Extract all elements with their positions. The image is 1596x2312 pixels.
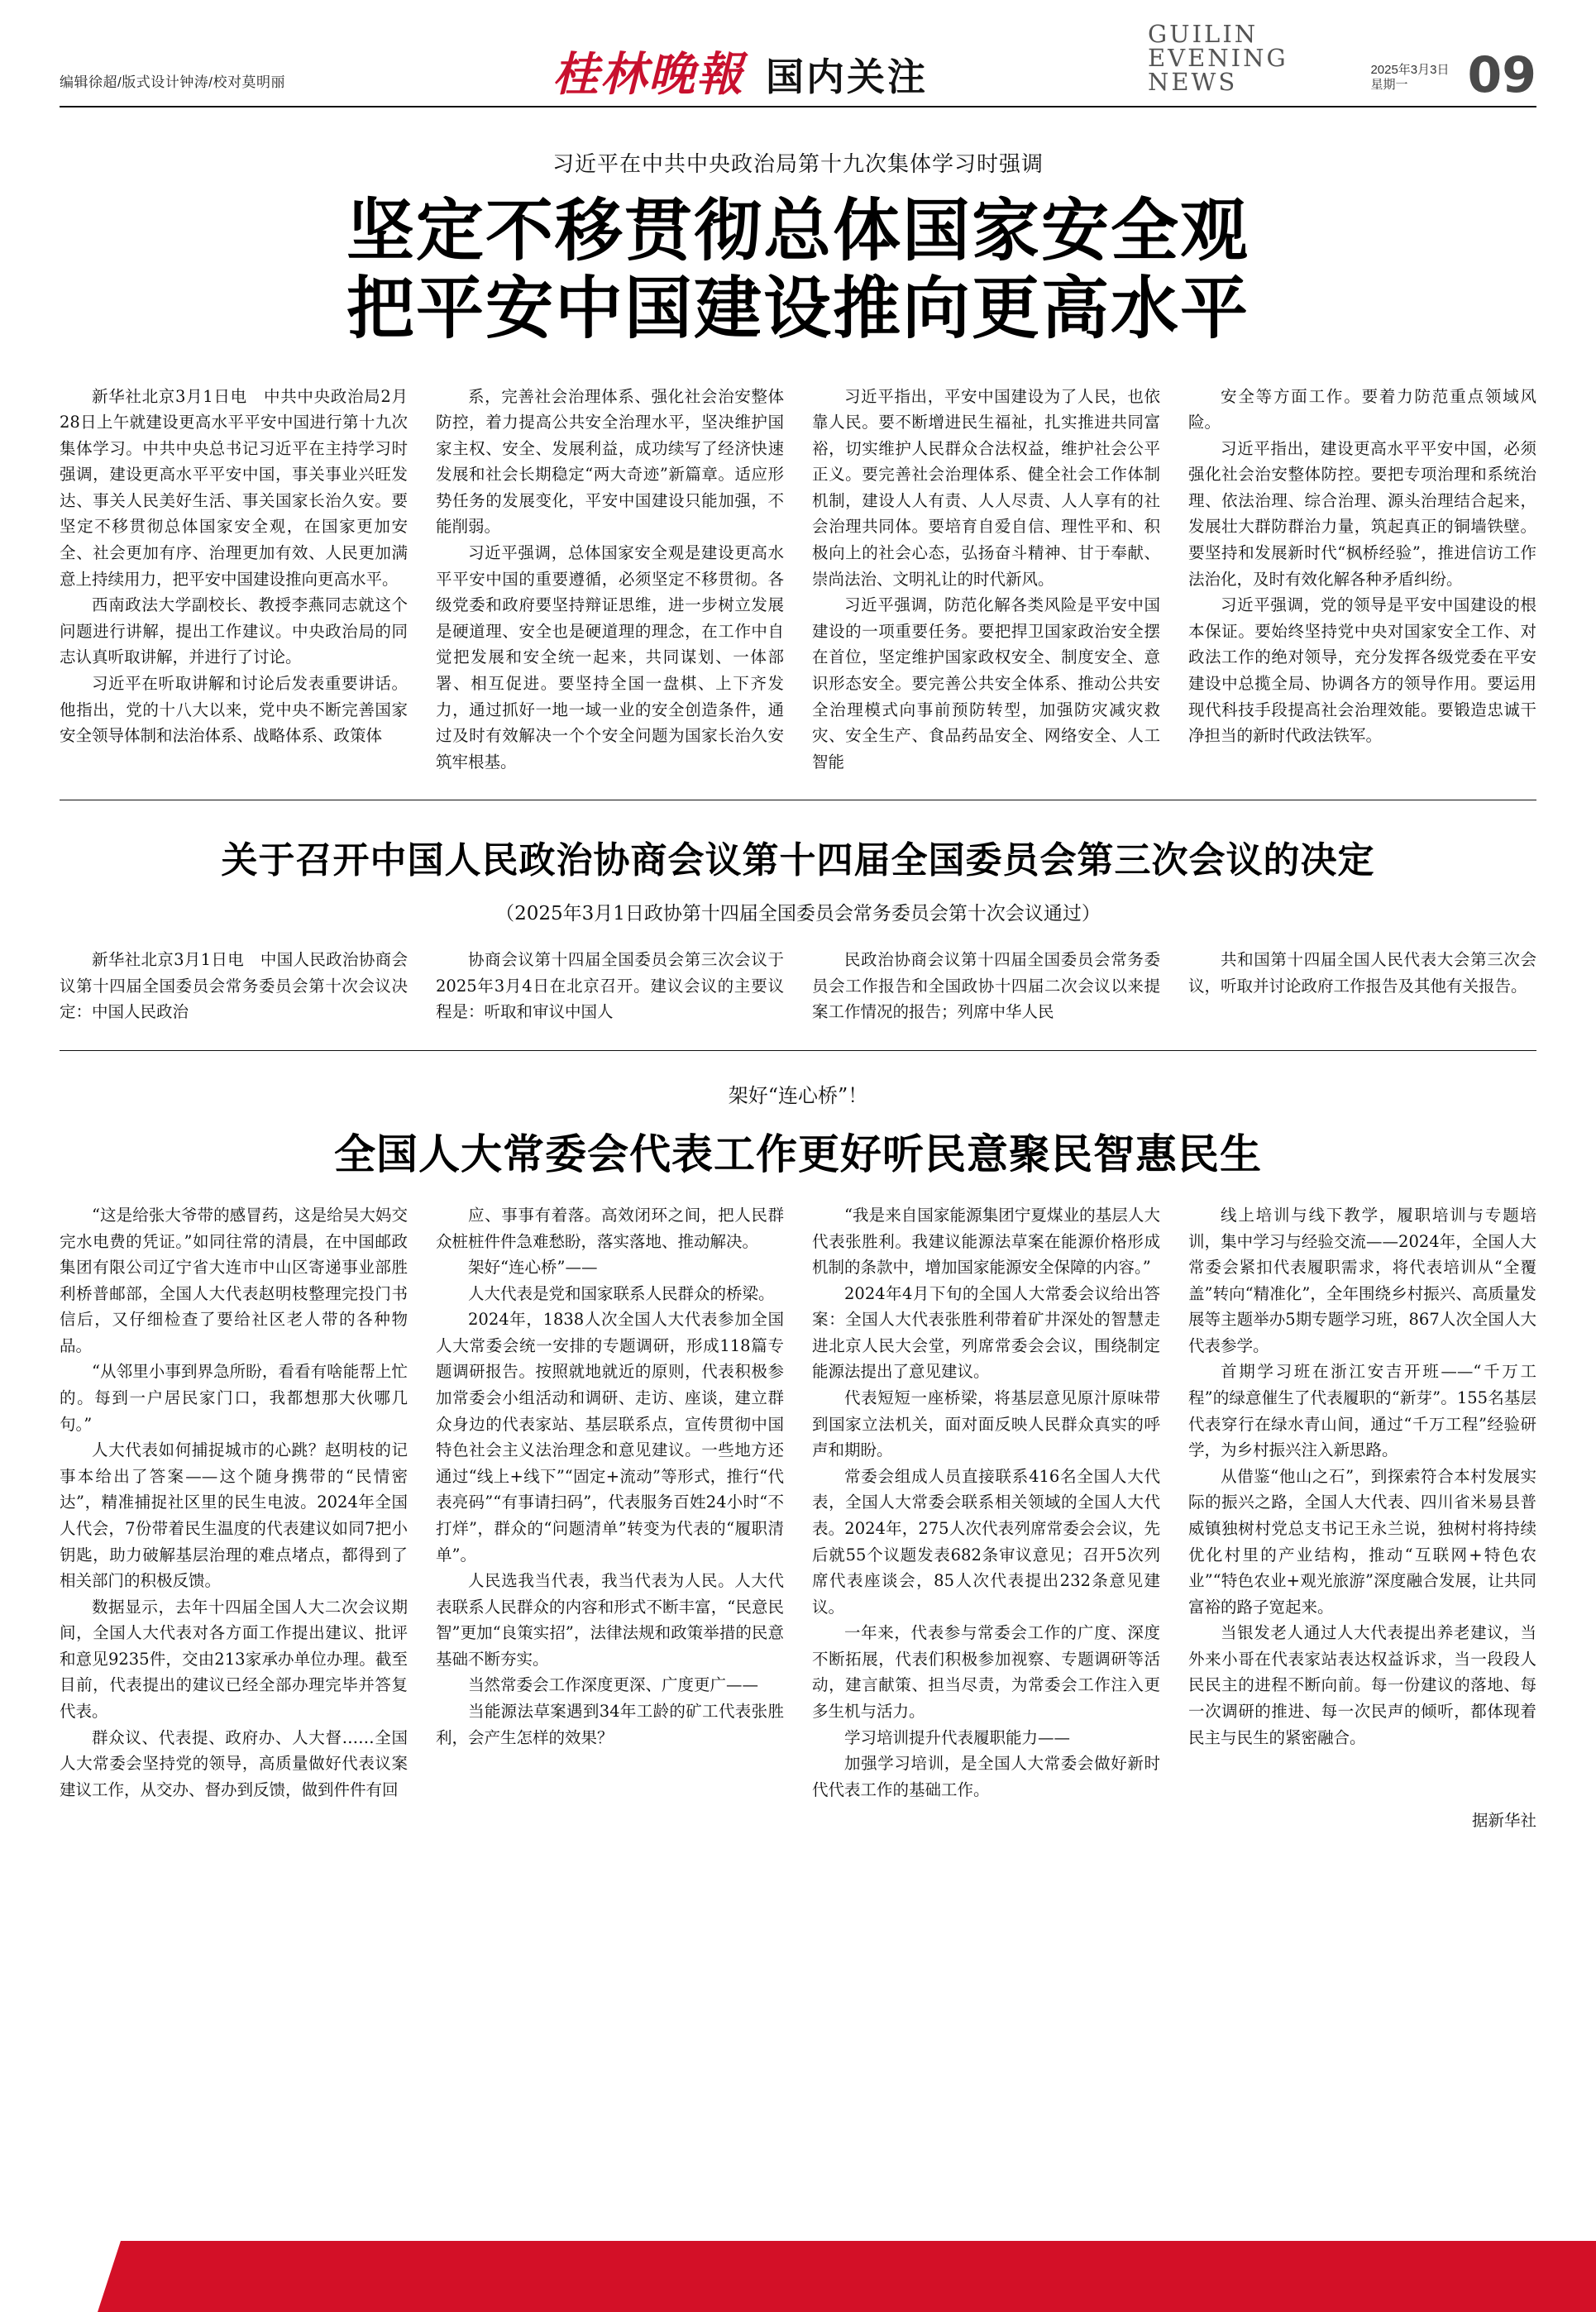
- issue-date: 2025年3月3日: [1370, 63, 1450, 77]
- second-body: [60, 947, 1536, 1025]
- newspaper-logo: 桂林晚報: [552, 47, 744, 102]
- page-number: 09: [1467, 46, 1536, 104]
- paragraph: 民政治协商会议第十四届全国委员会常务委员会工作报告和全国政协十四届二次会议以来提案工作情况的报告；列席中华人民: [812, 950, 1160, 1022]
- paragraph: 应、事事有着落。高效闭环之间，把人民群众桩桩件件急难愁盼，落实落地、推动解决。: [436, 1206, 784, 1251]
- paragraph: 人大代表如何捕捉城市的心跳？赵明枝的记事本给出了答案——这个随身携带的“民情密达”，精准捕捉社区里的民生电波。2024年全国人代会，7份带着民生温度的代表建议如同7把小钥匙，助力破解基层治理的难点堵点，都得到了相关部门的积极反馈。: [60, 1440, 408, 1591]
- lead-headline-line1: 坚定不移贯彻总体国家安全观: [346, 192, 1250, 270]
- paragraph: 从借鉴“他山之石”，到探索符合本村发展实际的振兴之路，全国人大代表、四川省米易县普威镇独树村党总支书记王永兰说，独树村将持续优化村里的产业结构，推动“互联网+特色农业”“特色农业+观光旅游”深度融合发展，让共同富裕的路子宽起来。: [1188, 1466, 1536, 1617]
- lead-body: [60, 384, 1536, 776]
- paragraph: 当能源法草案遇到34年工龄的矿工代表张胜利，会产生怎样的效果？: [436, 1701, 784, 1747]
- paragraph: 加强学习培训，是全国人大常委会做好新时代代表工作的基础工作。: [812, 1754, 1160, 1799]
- paragraph: 共和国第十四届全国人民代表大会第三次会议，听取并讨论政府工作报告及其他有关报告。: [1188, 950, 1536, 996]
- third-column-2: [436, 1202, 784, 1803]
- english-name: GUILIN EVENING NEWS: [1148, 20, 1288, 96]
- third-column-4: [1188, 1202, 1536, 1803]
- paragraph: 习近平在听取讲解和讨论后发表重要讲话。他指出，党的十八大以来，党中央不断完善国家安全领导体制和法治体系、战略体系、政策体: [60, 673, 408, 746]
- paragraph: 一年来，代表参与常委会工作的广度、深度不断拓展，代表们积极参加视察、专题调研等活动，建言献策、担当尽责，为常委会工作注入更多生机与活力。: [812, 1623, 1160, 1721]
- lead-column-4: [1188, 384, 1536, 776]
- lead-headline: [60, 193, 1536, 349]
- second-column-2: [436, 947, 784, 1025]
- paragraph: 架好“连心桥”——: [468, 1258, 598, 1278]
- paragraph: 习近平强调，总体国家安全观是建设更高水平平安中国的重要遵循，必须坚定不移贯彻。各级党委和政府要坚持辩证思维，进一步树立发展是硬道理、安全也是硬道理的理念，在工作中自觉把发展和安全统一起来，共同谋划、一体部署、相互促进。要坚持全国一盘棋、上下齐发力，通过抓好一地一域一业的安全创造条件，通过及时有效解决一个个安全问题为国家长治久安筑牢根基。: [436, 543, 784, 771]
- paragraph: 习近平指出，平安中国建设为了人民，也依靠人民。要不断增进民生福祉，扎实推进共同富裕，切实维护人民群众合法权益，维护社会公平正义。要完善社会治理体系、健全社会工作体制机制，建设人人有责、人人尽责、人人享有的社会治理共同体。要培育自爱自信、理性平和、积极向上的社会心态，弘扬奋斗精神、甘于奉献、崇尚法治、文明礼让的时代新风。: [812, 386, 1160, 589]
- third-column-1: [60, 1202, 408, 1803]
- masthead-meta: [1148, 20, 1536, 104]
- lead-kicker: 习近平在中共中央政治局第十九次集体学习时强调: [552, 152, 1044, 177]
- second-column-3: [812, 947, 1160, 1025]
- paragraph: 代表短短一座桥梁，将基层意见原汁原味带到国家立法机关，面对面反映人民群众真实的呼声和期盼。: [812, 1388, 1160, 1460]
- paragraph: 人大代表是党和国家联系人民群众的桥梁。: [468, 1283, 775, 1303]
- lead-column-1: [60, 384, 408, 776]
- lead-column-2: [436, 384, 784, 776]
- paragraph: 首期学习班在浙江安吉开班——“千万工程”的绿意催生了代表履职的“新芽”。155名基层代表穿行在绿水青山间，通过“千万工程”经验研学，为乡村振兴注入新思路。: [1188, 1362, 1536, 1460]
- third-body: [60, 1202, 1536, 1803]
- third-column-3: [812, 1202, 1160, 1803]
- paragraph: 新华社北京3月1日电 中共中央政治局2月28日上午就建设更高水平平安中国进行第十九次集体学习。中共中央总书记习近平在主持学习时强调，建设更高水平平安中国，事关事业兴旺发达、事关人民美好生活、事关国家长治久安。要坚定不移贯彻总体国家安全观，在国家更加安全、社会更加有序、治理更加有效、人民更加满意上持续用力，把平安中国建设推向更高水平。: [60, 386, 408, 589]
- third-headline: 全国人大常委会代表工作更好听民意聚民智惠民生: [334, 1130, 1262, 1178]
- paragraph: 当银发老人通过人大代表提出养老建议，当外来小哥在代表家站表达权益诉求，当一段段人民民主的进程不断向前。每一份建议的落地、每一次调研的推进、每一次民声的倾听，都体现着民主与民生的紧密融合。: [1188, 1623, 1536, 1747]
- bottom-red-bar: [0, 2241, 1596, 2312]
- paragraph: 数据显示，去年十四届全国人大二次会议期间，全国人大代表对各方面工作提出建议、批评和意见9235件，交由213家承办单位办理。截至目前，代表提出的建议已经全部办理完毕并答复代表。: [60, 1597, 408, 1721]
- paragraph: 线上培训与线下教学，履职培训与专题培训，集中学习与经验交流——2024年，全国人大常委会紧扣代表履职需求，将代表培训从“全覆盖”转向“精准化”，全年围绕乡村振兴、高质量发展等主题举办5期专题学习班，867人次全国人大代表参学。: [1188, 1206, 1536, 1355]
- second-column-1: [60, 947, 408, 1025]
- lead-column-3: [812, 384, 1160, 776]
- masthead-title-group: [332, 47, 1148, 102]
- masthead: [60, 0, 1536, 104]
- third-source: 据新华社: [1471, 1811, 1536, 1831]
- paragraph: “我是来自国家能源集团宁夏煤业的基层人大代表张胜利。我建议能源法草案在能源价格形成机制的条款中，增加国家能源安全保障的内容。”: [812, 1206, 1160, 1278]
- editor-credits: 编辑徐超/版式设计钟涛/校对莫明丽: [60, 74, 285, 90]
- paragraph: 群众议、代表提、政府办、人大督……全国人大常委会坚持党的领导，高质量做好代表议案建议工作，从交办、督办到反馈，做到件件有回: [60, 1727, 408, 1799]
- second-headline: 关于召开中国人民政治协商会议第十四届全国委员会第三次会议的决定: [221, 839, 1375, 882]
- paragraph: 协商会议第十四届全国委员会第三次会议于2025年3月4日在北京召开。建议会议的主要议程是：听取和审议中国人: [436, 950, 784, 1022]
- paragraph: 2024年4月下旬的全国人大常委会议给出答案：全国人大代表张胜利带着矿井深处的智慧走进北京人民大会堂，列席常委会会议，围绕制定能源法提出了意见建议。: [812, 1283, 1160, 1382]
- lead-headline-line2: 把平安中国建设推向更高水平: [346, 270, 1250, 349]
- paragraph: 人民选我当代表，我当代表为人民。人大代表联系人民群众的内容和形式不断丰富，“民意民智”更加“良策实招”，法律法规和政策举措的民意基础不断夯实。: [436, 1571, 784, 1669]
- section-title: 国内关注: [766, 55, 928, 99]
- paragraph: “从邻里小事到界急所盼，看看有啥能帮上忙的。每到一户居民家门口，我都想那大伙哪几句。”: [60, 1362, 408, 1434]
- paragraph: 系，完善社会治理体系、强化社会治安整体防控，着力提高公共安全治理水平，坚决维护国家主权、安全、发展利益，成功续写了经济快速发展和社会长期稳定“两大奇迹”新篇章。适应形势任务的发展变化，平安中国建设只能加强，不能削弱。: [436, 386, 784, 537]
- english-name-wrap: [1148, 22, 1352, 98]
- masthead-rule: [60, 106, 1536, 107]
- paragraph: 新华社北京3月1日电 中国人民政治协商会议第十四届全国委员会常务委员会第十次会议决定：中国人民政治: [60, 950, 408, 1022]
- section-divider-2: [60, 1050, 1536, 1051]
- paragraph: 习近平指出，建设更高水平平安中国，必须强化社会治安整体防控。要把专项治理和系统治理、依法治理、综合治理、源头治理结合起来，发展壮大群防群治力量，筑起真正的铜墙铁壁。要坚持和发展新时代“枫桥经验”，推进信访工作法治化，及时有效化解各种矛盾纠纷。: [1188, 438, 1536, 589]
- paragraph: 安全等方面工作。要着力防范重点领域风险。: [1188, 386, 1536, 432]
- date-block: [1370, 63, 1449, 98]
- paragraph: 当然常委会工作深度更深、广度更广——: [468, 1675, 759, 1695]
- issue-weekday: 星期一: [1370, 78, 1408, 92]
- paragraph: 学习培训提升代表履职能力——: [844, 1727, 1071, 1747]
- paragraph: 2024年，1838人次全国人大代表参加全国人大常委会统一安排的专题调研，形成118篇专题调研报告。按照就地就近的原则，代表积极参加常委会小组活动和调研、走访、座谈，建立群众身边的代表家站、基层联系点，宣传贯彻中国特色社会主义法治理念和意见建议。一些地方还通过“线上+线下”“固定+流动”等形式，推行“代表亮码”“有事请扫码”，代表服务百姓24小时“不打烊”，群众的“问题清单”转变为代表的“履职清单”。: [436, 1310, 784, 1564]
- paragraph: “这是给张大爷带的感冒药，这是给吴大妈交完水电费的凭证。”如同往常的清晨，在中国邮政集团有限公司辽宁省大连市中山区寄递事业部胜利桥普邮部，全国人大代表赵明枝整理完投门书信后，又仔细检查了要给社区老人带的各种物品。: [60, 1206, 408, 1355]
- paragraph: 常委会组成人员直接联系416名全国人大代表，全国人大常委会联系相关领域的全国人大代表。2024年，275人次代表列席常委会会议，先后就55个议题发表682条审议意见；召开5次列席代表座谈会，85人次代表提出232条意见建议。: [812, 1466, 1160, 1617]
- third-overline: 架好“连心桥”！: [728, 1084, 868, 1107]
- second-subnote: （2025年3月1日政协第十四届全国委员会常务委员会第十次会议通过）: [495, 903, 1101, 925]
- paragraph: 习近平强调，防范化解各类风险是平安中国建设的一项重要任务。要把捍卫国家政治安全摆在首位，坚定维护国家政权安全、制度安全、意识形态安全。要完善公共安全体系、推动公共安全治理模式向事前预防转型，加强防灾减灾救灾、安全生产、食品药品安全、网络安全、人工智能: [812, 595, 1160, 771]
- paragraph: 西南政法大学副校长、教授李燕同志就这个问题进行讲解，提出工作建议。中央政治局的同志认真听取讲解，并进行了讨论。: [60, 595, 408, 667]
- paragraph: 习近平强调，党的领导是平安中国建设的根本保证。要始终坚持党中央对国家安全工作、对政法工作的绝对领导，充分发挥各级党委在平安建设中总揽全局、协调各方的领导作用。要运用现代科技手段提高社会治理效能。要锻造忠诚干净担当的新时代政法铁军。: [1188, 595, 1536, 746]
- second-column-4: [1188, 947, 1536, 1025]
